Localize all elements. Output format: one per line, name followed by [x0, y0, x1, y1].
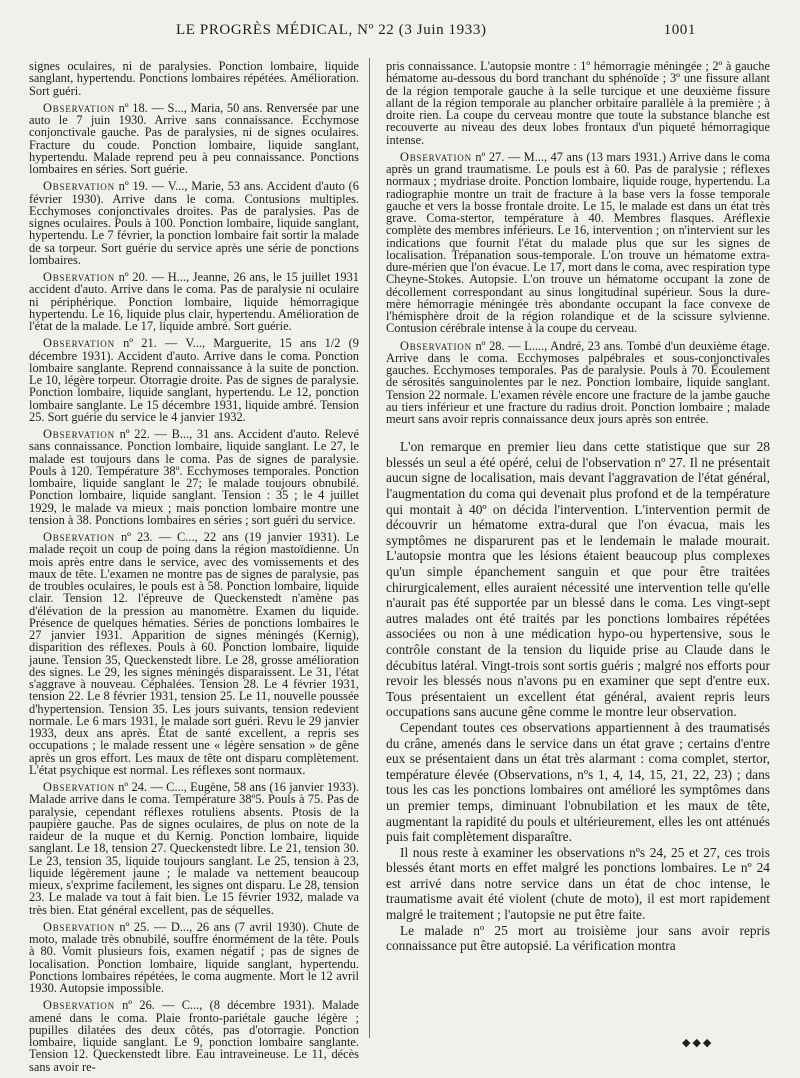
- observation-text: nº 20. — H..., Jeanne, 26 ans, le 15 juillet 1931 accident d'auto. Arrive dans le coma. Pas de paralysie ni oculaire ni périphérique. Ponction lombaire, liquide hémorragique hypertendu. Le 16, liquide plus clair, hypertendu. Amélioration de l'état de la malade. Le 17, liquide ambré. Sort guérie.: [29, 270, 359, 333]
- observation-label: Observation: [400, 149, 472, 164]
- column-divider: [369, 58, 370, 1038]
- discussion-paragraph: Le malade nº 25 mort au troisième jour sans avoir repris connaissance put être autopsié. La vérification montra: [386, 922, 770, 954]
- observation-26: [29, 999, 359, 1073]
- observation-27: [386, 151, 770, 335]
- discussion-paragraph: Cependant toutes ces observations appartiennent à des traumatisés du crâne, amenés dans le service dans un état grave ; certains d'entre eux se présentaient dans un état très alarmant : coma complet, stertor, température élevée (Observations, nºs 1, 4, 14, 15, 21, 22, 23) ; dans tous les cas les ponctions lombaires ont amélioré les symptômes dans un premier temps, diminuant l'obnubilation et les maux de tête, augmentant la rapidité du pouls et ultérieurement, elles les ont atténués puis fait complètement disparaître.: [386, 719, 770, 845]
- continuation-ornament: ◆◆◆: [682, 1037, 714, 1049]
- observation-28: [386, 340, 770, 426]
- discussion-paragraph: L'on remarque en premier lieu dans cette statistique que sur 28 blessés un seul a été opéré, celui de l'observation nº 27. Il ne présentait aucun signe de localisation, mais devant l'aggravation de l'état général, l'augmentation du coma qui devenait plus profond et de la température qui montait à 40º on décida l'intervention. L'intervention permit de découvrir un hématome extra-dural que l'on évacua, mais les symptômes ne disparurent pas et le lendemain le malade mourait. L'autopsie montra que les lésions étaient beaucoup plus complexes qu'un simple épanchement sanguin et que pour être traitées chirurgicalement, elles auraient nécessité une intervention telle qu'elle n'aurait pas été supportée par un blessé dans le coma. Les vingt-sept autres malades ont été traités par les ponctions lombaires répétées associées ou non à une médication hypo-ou hypertensive, sous le contrôle constant de la tension du liquide prise au Claude dans le décubitus latéral. Vingt-trois sont sortis guéris ; malgré nos efforts pour revoir les blessés nous n'avons pu en examiner que sept d'entre eux. Tous présentaient un excellent état général, avaient repris leurs occupations sans aucune gêne comme le montre leur observation.: [386, 439, 770, 720]
- observation-text: nº 23. — C..., 22 ans (19 janvier 1931). Le malade reçoit un coup de poing dans la région mastoïdienne. Un mois après entre dans le service, avec des vomissements et des maux de tête. L'examen ne montre pas de signes de paralysie, pas de troubles oculaires, le pouls est à 58. Ponction lombaire, liquide clair. Tension 12. l'épreuve de Queckenstedt n'amène pas d'élévation de la pression au manomètre. Examen du liquide. Présence de quelques hématies. Séries de ponctions lombaires le 27 janvier 1931. Apparition de signes méningés (Kernig), disparition des réflexes. Pouls à 60. Ponction lombaire, liquide jaune. Tension 35, Queckenstedt libre. Le 28, grosse amélioration des signes. Le 29, les signes méningés disparaissent. Le 31, l'état s'aggrave à nouveau. Céphalées. Tension 28. Le 4 février 1931, tension 22. Le 8 février 1931, tension 25. Le 11, nouvelle poussée d'hypertension. Tension 35. Les jours suivants, tension redevient normale. Le 6 mars 1931, le malade sort guéri. Revu le 29 janvier 1933, deux ans après. État de santé excellent, a repris ses occupations ; le malade ressent une « légère sensation » de gêne après un gros effort. Les maux de tête ont disparu complètement. L'état psychique est normal. Les réflexes sont normaux.: [29, 530, 359, 777]
- observation-20: [29, 271, 359, 332]
- observation-23: [29, 531, 359, 776]
- observation-text: nº 28. — L...., André, 23 ans. Tombé d'un deuxième étage. Arrive dans le coma. Ecchymoses palpébrales et sous-conjonctivales gauches. Ecchymoses temporales. Pas de paralysie. Pouls à 70. Écoulement de sérosités sanguinolentes par le nez. Ponction lombaire, liquide sanglant. Tension 22 normale. L'examen révèle encore une fracture de la jambe gauche au tiers inférieur et une fracture du radius droit. Ponction lombaire ; malade meurt sans avoir repris connaissance deux jours après son entrée.: [386, 338, 770, 426]
- observation-label: Observation: [400, 338, 472, 353]
- observation-19: [29, 180, 359, 266]
- observation-text: nº 27. — M..., 47 ans (13 mars 1931.) Arrive dans le coma après un grand traumatisme. Le pouls est à 60. Pas de paralysie ; réflexes normaux ; mydriase droite. Ponction lombaire, liquide rouge, hypertendu. La radiographie montre un trait de fracture à la base vers la fosse temporale gauche et vers la bosse frontale droite. Le 15, le malade est dans un état très grave. Coma-stertor, température à 40. Membres flasques. Aréflexie complète des membres inférieurs. Le 16, intervention ; on n'intervient sur les indications que fournit l'état du malade plus que sur les signes de localisation. Trépanation sous-temporale. L'on trouve un hématome extra-dure-mérien que l'on évacue. Le 17, mort dans le coma, avec respiration type Cheyne-Stokes. Autopsie. L'on trouve un hématome occupant la zone de décollement correspondant au sinus longitudinal supérieur. Sous la dure-mère hémorragie méningée très abondante occupant la face convexe de l'hémisphère droit de la région rolandique et de la scissure sylvienne. Contusion cérébrale intense à la coupe du cerveau.: [386, 149, 770, 336]
- right-column: [386, 60, 770, 954]
- observation-label: Observation: [43, 100, 115, 115]
- observation-25: [29, 921, 359, 995]
- observation-21: [29, 337, 359, 423]
- discussion-text: [386, 439, 770, 954]
- observation-text: nº 18. — S..., Maria, 50 ans. Renversée par une auto le 7 juin 1930. Arrive sans connaissance. Ecchymose conjonctivale gauche. Pas de paralysies, ni de signes oculaires. Fracture du coude. Ponction lombaire, liquide sanglant, hypertendu. Malade reprend peu à peu connaissance. Ponctions lombaires en séries. Sort guérie.: [29, 100, 359, 176]
- observation-22: [29, 428, 359, 526]
- running-header: [0, 22, 800, 46]
- observation-text: nº 19. — V..., Marie, 53 ans. Accident d'auto (6 février 1930). Arrive dans le coma. Contusions multiples. Ecchymoses conjonctivales droites. Pas de paralysies. Pas de signes oculaires. Pouls à 100. Ponction lombaire, liquide sanglant, hypertendu. Le 7 février, la ponction lombaire fait sortir la malade de sa torpeur. Sort guérie du service après une série de ponctions lombaires.: [29, 179, 359, 267]
- observation-label: Observation: [43, 179, 115, 194]
- observation-text: nº 26. — C..., (8 décembre 1931). Malade amené dans le coma. Plaie fronto-pariétale gauche légère ; pupilles dilatées des deux côtés, pas d'otorragie. Ponction lombaire, liquide sanglant. Le 9, ponction lombaire sanglante. Tension 12. Queckenstedt libre. Eau intraveineuse. Le 11, décès sans avoir re-: [29, 998, 359, 1074]
- observation-18: [29, 102, 359, 176]
- paragraph: signes oculaires, ni de paralysies. Ponction lombaire, liquide sanglant, hypertendu. Ponctions lombaires répétées. Amélioration. Sort guéri.: [29, 59, 359, 98]
- observation-label: Observation: [43, 270, 115, 284]
- page-number: 1001: [663, 22, 696, 38]
- observation-label: Observation: [43, 998, 115, 1013]
- journal-title: LE PROGRÈS MÉDICAL, Nº 22 (3 Juin 1933): [176, 22, 487, 38]
- observation-text: nº 24. — C..., Eugène, 58 ans (16 janvier 1933). Malade arrive dans le coma. Température 38º5. Pouls à 75. Pas de paralysie, cependant réflexes rotuliens absents. Ptosis de la paupière gauche. Pas de signes oculaires, de plus on note de la raideur de la nuque et du Kernig. Ponction lombaire, liquide sanglant. Le 18, tension 27. Queckenstedt libre. Le 21, tension 30. Le 23, tension 35, liquide toujours sanglant. Le 25, tension à 23, liquide légèrement jaune ; le malade va nettement beaucoup mieux, s'exprime facilement, les signes ont disparu. Le 28, tension 23. Le malade va tout à fait bien. Le 15 février 1932, malade va très bien. Etat général excellent, pas de séquelles.: [29, 780, 359, 917]
- observation-label: Observation: [43, 530, 115, 544]
- observation-label: Observation: [43, 427, 115, 441]
- observation-label: Observation: [43, 780, 115, 794]
- observation-24: [29, 781, 359, 916]
- paragraph: pris connaissance. L'autopsie montre : 1º hémorragie méningée ; 2º à gauche hématome au-dessous du bord tranchant du sphénoïde ; 3º une fissure allant de la région temporale gauche à la selle turcique et une deuxième fissure allant de la région temporale au plancher orbitaire parallèle à la première ; à droite rien. La coupe du cerveau montre que toute la substance blanche est recouverte au niveau des deux lobes frontaux d'un piqueté hémorragique intense.: [386, 59, 770, 147]
- observation-text: nº 25. — D..., 26 ans (7 avril 1930). Chute de moto, malade très obnubilé, souffre énormément de la tête. Pouls à 80. Vomit plusieurs fois, examen négatif ; pas de signes de localisation. Ponction lombaire, liquide sanglant, hypertendu. Ponctions lombaires répétées, le coma augmente. Mort le 12 avril 1930. Autopsie impossible.: [29, 919, 359, 995]
- observation-text: nº 22. — B..., 31 ans. Accident d'auto. Relevé sans connaissance. Ponction lombaire, liquide sanglant. Le 27, le malade est toujours dans le coma. Pas de signes de paralysie. Pouls à 120. Température 38º. Ecchymoses temporales. Ponction lombaire, liquide sanglant le 27; le malade toujours obnubilé. Ponction lombaire, liquide sanglant. Tension : 35 ; le 4 juillet 1929, le malade va mieux ; mais ponction lombaire montre une tension à 38. Ponctions lombaires en séries ; sort guéri du service.: [29, 427, 359, 527]
- discussion-paragraph: Il nous reste à examiner les observations nºs 24, 25 et 27, ces trois blessés étant morts en effet malgré les ponctions lombaires. Le nº 24 est arrivé dans notre service dans un état de choc intense, le traumatisme avait été violent (chute de moto), il est mort rapidement malgré le traitement ; l'autopsie ne put être faite.: [386, 844, 770, 923]
- observation-label: Observation: [43, 336, 115, 351]
- left-column: [29, 60, 359, 1078]
- observation-text: nº 21. — V..., Marguerite, 15 ans 1/2 (9 décembre 1931). Accident d'auto. Arrive dans le coma. Ponction lombaire sanglante. Reprend connaissance à la suite de ponction. Le 10, légère torpeur. Otorragie droite. Pas de signes de paralysie. Ponction lombaire, liquide sanglant, hypertendu. Le 12, ponction lombaire sanglante. Le 15 décembre 1931, liquide ambré. Tension 25. Sort guérie du service le 4 janvier 1932.: [29, 336, 359, 424]
- observation-label: Observation: [43, 919, 115, 934]
